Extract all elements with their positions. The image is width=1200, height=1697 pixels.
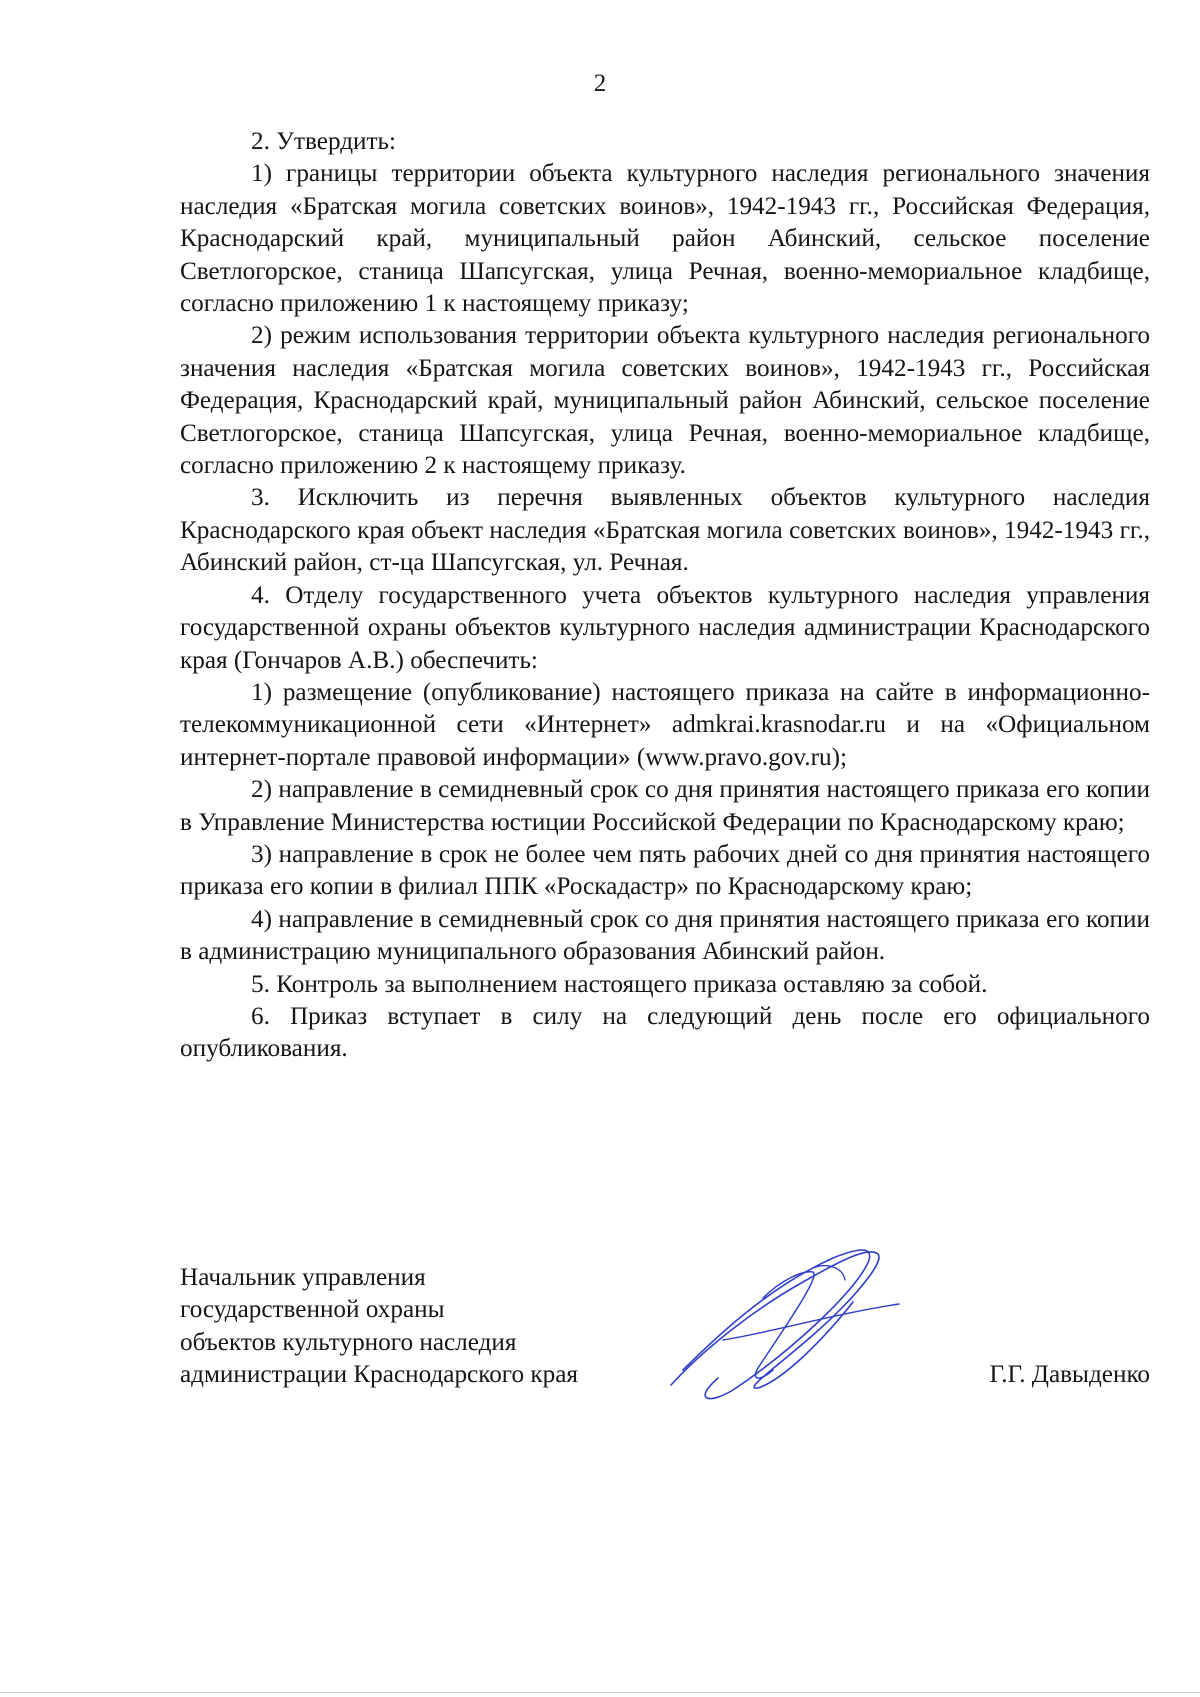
- paragraph-publication: 1) размещение (опубликование) настоящего приказа на сайте в информационно-телекоммуникационной сети «Интернет» admkrai.krasnodar.ru и на «Официальном интернет-портале правовой информации» (www.pravo.gov.ru);: [180, 678, 1150, 771]
- paragraph-entry-into-force: 6. Приказ вступает в силу на следующий день после его официального опубликования.: [180, 1002, 1150, 1063]
- page-number: 2: [593, 70, 607, 97]
- paragraph-send-municipality: 4) направление в семидневный срок со дня принятия настоящего приказа его копии в администрацию муниципального образования Абинский район.: [180, 905, 1150, 966]
- paragraph-send-roskadastr: 3) направление в срок не более чем пять рабочих дней со дня принятия настоящего приказа его копии в филиал ППК «Роскадастр» по Краснодарскому краю;: [180, 840, 1150, 901]
- order-body: [180, 126, 1150, 1066]
- signatory-position: [180, 1262, 578, 1392]
- paragraph-territory-boundaries: 1) границы территории объекта культурного наследия регионального значения наследия «Братская могила советских воинов», 1942-1943 гг., Российская Федерация, Краснодарский край, муниципальный район Абинский, сельское поселение Светлогорское, станица Шапсугская, улица Речная, военно-мемориальное кладбище, согласно приложению 1 к настоящему приказу;: [180, 160, 1150, 318]
- paragraph-control: 5. Контроль за выполнением настоящего приказа оставляю за собой.: [251, 970, 988, 998]
- signatory-position-line: государственной охраны: [180, 1296, 445, 1324]
- paragraph-usage-regime: 2) режим использования территории объекта культурного наследия регионального значения наследия «Братская могила советских воинов», 1942-1943 гг., Российская Федерация, Краснодарский край, муниципальный район Абинский, сельское поселение Светлогорское, станица Шапсугская, улица Речная, военно-мемориальное кладбище, согласно приложению 2 к настоящему приказу.: [180, 322, 1150, 480]
- signatory-position-line: объектов культурного наследия: [180, 1328, 517, 1356]
- paragraph-exclude-from-list: 3. Исключить из перечня выявленных объектов культурного наследия Краснодарского края объект наследия «Братская могила советских воинов», 1942-1943 гг., Абинский район, ст-ца Шапсугская, ул. Речная.: [180, 484, 1150, 577]
- paragraph-send-ministry-justice: 2) направление в семидневный срок со дня принятия настоящего приказа его копии в Управление Министерства юстиции Российской Федерации по Краснодарскому краю;: [180, 776, 1150, 836]
- signature-block: [180, 1262, 1150, 1442]
- signatory-position-line: администрации Краснодарского края: [180, 1361, 578, 1389]
- signatory-name: Г.Г. Давыденко: [989, 1361, 1150, 1388]
- paragraph-department-ensure: 4. Отделу государственного учета объектов культурного наследия управления государственной охраны объектов культурного наследия администрации Краснодарского края (Гончаров А.В.) обеспечить:: [180, 581, 1150, 674]
- paragraph-approve: 2. Утвердить:: [251, 128, 397, 155]
- signatory-position-line: Начальник управления: [180, 1264, 426, 1291]
- handwritten-signature: [663, 1240, 903, 1410]
- page-bottom-border: [0, 1692, 1200, 1693]
